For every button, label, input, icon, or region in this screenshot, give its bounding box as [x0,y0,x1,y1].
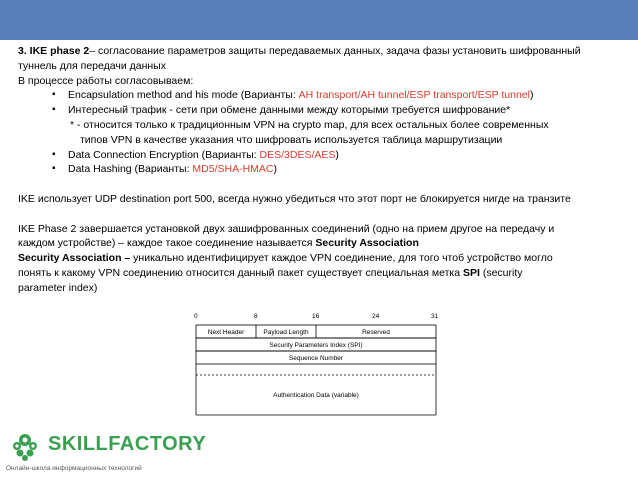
logo-icon [8,428,42,462]
top-bar [0,0,638,40]
ah-header-diagram [192,311,440,436]
bit-label-0: 0 [194,313,198,320]
bullet-encryption: ▪ Data Connection Encryption (Варианты: DES/3DES/AES) [18,148,630,163]
field-authentication-data: Authentication Data (variable) [273,392,359,399]
paragraph-udp-port: IKE использует UDP destination port 500, всегда нужно убедиться что этот порт не блокируется нигде на транзите [18,192,571,205]
bullet-interesting-traffic: ▪ Интересный трафик - сети при обмене данными между которыми требуется шифрование* [18,103,630,118]
term-spi: SPI [462,266,480,279]
paragraph-sa-definition-cont: понять к какому VPN соединению относится данный пакет существует специальная метка SPI (security [18,266,523,279]
encapsulation-options: AH transport/AH tunnel/ESP transport/ESP tunnel [298,89,530,102]
logo-tagline: Онлайн-школа информационных технологий [6,465,142,472]
footnote-line1: * - относится только к традиционным VPN на crypto map, для всех остальных более современных [70,118,549,131]
hashing-options: MD5/SHA-HMAC [192,163,274,176]
paragraph-sa-definition: Security Association – уникально идентифицирует каждое VPN соединение, для того чтоб устройство могло [18,252,553,265]
heading-ike-phase2: 3. IKE phase 2 [18,45,90,57]
negotiation-intro: В процессе работы согласовываем: [18,74,194,87]
bit-label-16: 16 [312,313,320,320]
field-next-header: Next Header [207,329,245,336]
bit-label-24: 24 [372,313,380,320]
paragraph-sa-definition-end: parameter index) [18,281,98,294]
skillfactory-logo [6,428,207,476]
slide-text [18,44,630,296]
term-security-association: Security Association [315,237,419,250]
logo-name: SKILLFACTORY [48,433,207,455]
phase2-description: – согласование параметров защиты передаваемых данных, задача фазы установить шифрованный [89,45,581,57]
paragraph-phase2-complete-cont: каждом устройстве) – каждое такое соединение называется Security Association [18,237,419,250]
phase2-description-cont: туннель для передачи данных [18,59,166,72]
field-sequence-number: Sequence Number [288,355,344,362]
bullet-encapsulation: ▪ Encapsulation method and his mode (Варианты: AH transport/AH tunnel/ESP transport/ESP tunnel) [18,88,630,103]
bit-label-31: 31 [431,313,439,320]
paragraph-phase2-complete: IKE Phase 2 завершается установкой двух зашифрованных соединений (одно на прием другое на передачу и [18,222,555,235]
bullet-hashing: ▪ Data Hashing (Варианты: MD5/SHA-HMAC) [18,162,630,177]
bit-label-8: 8 [254,313,258,320]
field-payload-length: Payload Length [263,329,309,336]
footnote-line2: типов VPN в качестве указания что шифровать используется таблица маршрутизации [80,133,503,146]
field-reserved: Reserved [362,329,390,336]
paragraph-ike-phase2 [18,44,630,59]
encryption-options: DES/3DES/AES [259,148,336,161]
term-sa-heading: Security Association – [18,252,131,265]
field-spi: Security Parameters Index (SPI) [269,342,363,349]
